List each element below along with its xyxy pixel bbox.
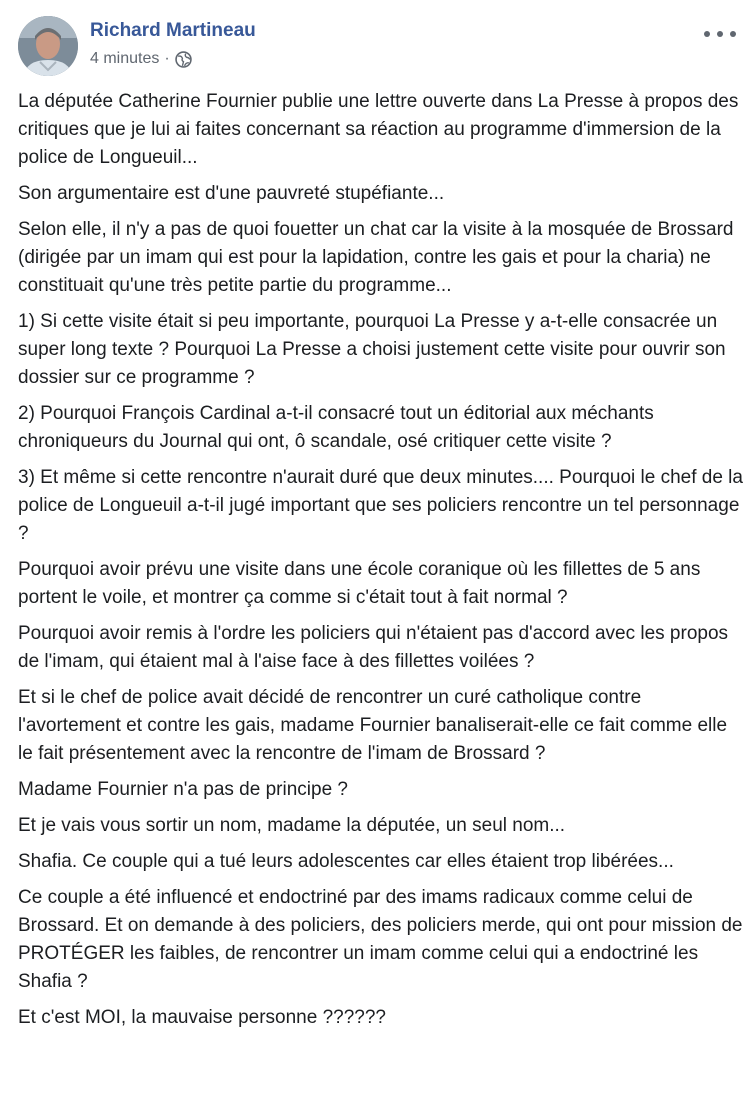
post-paragraph: Ce couple a été influencé et endoctriné par des imams radicaux comme celui de Brossard. Et on demande à des policiers, des policiers merde, qui ont pour mission de PROTÉGER les faibles, de rencontrer un imam comme celui qui a endoctriné les Shafia ? (18, 887, 743, 992)
post-paragraph: Madame Fournier n'a pas de principe ? (18, 779, 348, 800)
globe-icon[interactable] (175, 51, 192, 68)
post-paragraph: 3) Et même si cette rencontre n'aurait duré que deux minutes.... Pourquoi le chef de la police de Longueuil a-t-il jugé important que ses policiers rencontre un tel personnage ? (18, 467, 743, 544)
post-body (18, 88, 744, 1040)
post-paragraph: Pourquoi avoir prévu une visite dans une école coranique où les fillettes de 5 ans portent le voile, et montrer ça comme si c'était tout à fait normal ? (18, 559, 701, 608)
post-paragraph: Pourquoi avoir remis à l'ordre les policiers qui n'étaient pas d'accord avec les propos de l'imam, qui étaient mal à l'aise face à des fillettes voilées ? (18, 623, 729, 672)
post-paragraph: Selon elle, il n'y a pas de quoi fouetter un chat car la visite à la mosquée de Brossard (dirigée par un imam qui est pour la lapidation, contre les gais et pour la charia) ne constituait qu'une très petite partie du programme... (18, 219, 734, 296)
post-paragraph: Shafia. Ce couple qui a tué leurs adolescentes car elles étaient trop libérées... (18, 851, 674, 872)
post-meta (90, 50, 192, 68)
meta-separator: · (164, 50, 170, 67)
post-paragraph: Son argumentaire est d'une pauvreté stupéfiante... (18, 183, 445, 204)
avatar[interactable] (18, 16, 78, 76)
post-paragraph: 2) Pourquoi François Cardinal a-t-il consacré tout un éditorial aux méchants chroniqueurs du Journal qui ont, ô scandale, osé critiquer cette visite ? (18, 403, 654, 452)
post-header (18, 16, 748, 78)
post-paragraph: Et si le chef de police avait décidé de rencontrer un curé catholique contre l'avortement et contre les gais, madame Fournier banaliserait-elle ce fait comme elle le fait présentement avec la rencontre de l'imam de Brossard ? (18, 687, 728, 764)
post-paragraph: Et c'est MOI, la mauvaise personne ?????? (18, 1007, 386, 1028)
post-paragraph: 1) Si cette visite était si peu importante, pourquoi La Presse y a-t-elle consacrée un super long texte ? Pourquoi La Presse a choisi justement cette visite pour ouvrir son dossier sur ce programme ? (18, 311, 726, 388)
more-options-icon[interactable] (704, 24, 736, 44)
avatar-photo (18, 16, 78, 76)
post-timestamp[interactable]: 4 minutes (90, 50, 160, 67)
post-paragraph: La députée Catherine Fournier publie une lettre ouverte dans La Presse à propos des critiques que je lui ai faites concernant sa réaction au programme d'immersion de la police de Longueuil... (18, 91, 739, 168)
author-name[interactable]: Richard Martineau (90, 20, 256, 41)
post-paragraph: Et je vais vous sortir un nom, madame la députée, un seul nom... (18, 815, 566, 836)
